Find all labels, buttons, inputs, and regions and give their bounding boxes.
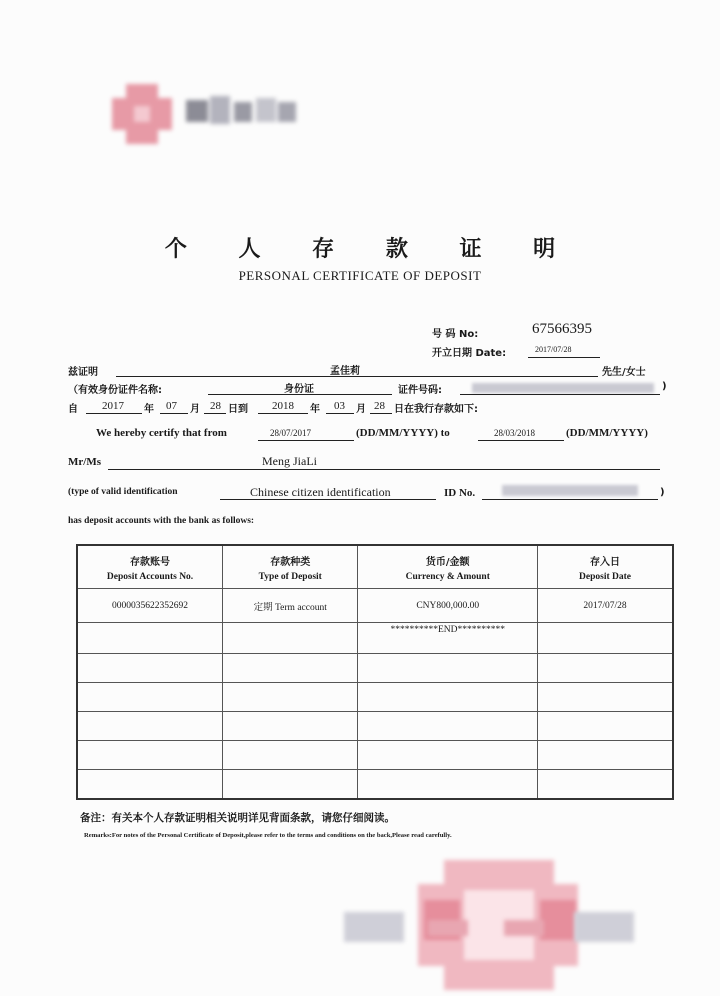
year-char-1: 年 [144, 404, 154, 415]
certificate-number: 67566395 [532, 321, 592, 337]
number-label: 号 码 No: [432, 329, 479, 340]
holder-name-en: Meng JiaLi [262, 454, 317, 468]
cell-date: 2017/07/28 [538, 589, 673, 623]
table-row [77, 712, 673, 741]
salutation: 先生/女士 [602, 367, 646, 378]
holder-name-cn: 孟佳莉 [330, 366, 360, 377]
cell-account: 0000035622352692 [77, 589, 223, 623]
table-row [77, 770, 673, 800]
id-number-label-en: ID No. [444, 487, 476, 499]
month-char-1: 月 [190, 404, 200, 415]
id-type-value-en: Chinese citizen identification [250, 485, 391, 499]
to-date-en: 28/03/2018 [494, 428, 536, 438]
table-row [77, 741, 673, 770]
id-close-en: ) [660, 487, 665, 498]
id-close-cn: ) [662, 381, 667, 392]
remarks-cn: 备注：有关本个人存款证明相关说明详见背面条款，请您仔细阅读。 [80, 812, 395, 824]
id-type-label-cn: （有效身份证件名称: [68, 385, 162, 396]
title-english: PERSONAL CERTIFICATE OF DEPOSIT [238, 268, 482, 283]
id-number-label-cn: 证件号码: [398, 385, 442, 396]
deposit-table [76, 544, 674, 800]
id-type-label-en: (type of valid identification [68, 487, 178, 497]
to-month: 03 [334, 400, 345, 412]
bank-logo [112, 84, 172, 144]
id-type-value-cn: 身份证 [284, 384, 314, 395]
header-account: 存款账号 Deposit Accounts No. [77, 545, 223, 589]
day-to-cn: 日到 [228, 404, 248, 415]
id-number-redacted [472, 383, 654, 393]
header-date: 存入日 Deposit Date [538, 545, 673, 589]
mr-ms-label: Mr/Ms [68, 456, 101, 468]
certify-text-en: We hereby certify that from [96, 427, 227, 439]
table-row [77, 683, 673, 712]
title-chinese: 个 人 存 款 证 明 [164, 237, 578, 262]
has-deposit-text: has deposit accounts with the bank as follows: [68, 516, 255, 526]
end-marker: **********END********** [358, 623, 538, 654]
from-year: 2017 [102, 400, 124, 412]
table-row [77, 654, 673, 683]
to-day: 28 [374, 400, 385, 412]
bank-name-blurred [186, 96, 298, 124]
from-prefix-cn: 自 [68, 404, 78, 415]
to-year: 2018 [272, 400, 294, 412]
table-row [77, 623, 673, 654]
month-char-2: 月 [356, 404, 366, 415]
issue-date: 2017/07/28 [535, 345, 572, 354]
header-type: 存款种类 Type of Deposit [223, 545, 358, 589]
from-date-en: 28/07/2017 [270, 428, 312, 438]
format-end-en: (DD/MM/YYYY) [566, 427, 648, 439]
year-char-2: 年 [310, 404, 320, 415]
certify-label-cn: 兹证明 [68, 367, 98, 378]
remarks-en: Remarks:For notes of the Personal Certificate of Deposit,please refer to the terms and conditions on the back,Please read carefully. [84, 832, 452, 839]
date-label: 开立日期 Date: [432, 348, 507, 359]
cell-type: 定期 Term account [223, 589, 358, 623]
header-amount: 货币/金额 Currency & Amount [358, 545, 538, 589]
deposit-suffix-cn: 日在我行存款如下: [394, 404, 478, 415]
cell-amount: CNY800,000.00 [358, 589, 538, 623]
format-to-en: (DD/MM/YYYY) to [356, 427, 450, 439]
table-row [77, 589, 673, 623]
table-header-row [77, 545, 673, 589]
id-number-en-redacted [502, 485, 638, 496]
seal-text-blurred [344, 908, 634, 948]
from-day: 28 [210, 400, 221, 412]
from-month: 07 [166, 400, 177, 412]
